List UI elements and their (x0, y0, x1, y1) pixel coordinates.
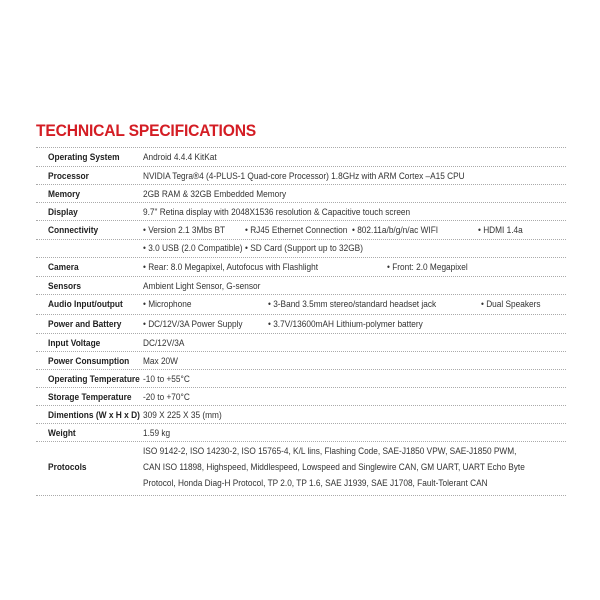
spec-row (36, 333, 566, 351)
spec-value: • Front: 2.0 Megapixel (387, 262, 468, 272)
spec-value: Max 20W (143, 356, 178, 366)
spec-label: Input Voltage (48, 338, 101, 349)
protocols-line: ISO 9142-2, ISO 14230-2, ISO 15765-4, K/L lins, Flashing Code, SAE-J1850 VPW, SAE-J1850 PWM, (143, 446, 517, 456)
spec-value: 2GB RAM & 32GB Embedded Memory (143, 189, 287, 199)
spec-value: • Rear: 8.0 Megapixel, Autofocus with Flashlight (143, 262, 319, 272)
spec-row (36, 441, 566, 496)
spec-value: -20 to +70°C (143, 392, 190, 402)
spec-value: Ambient Light Sensor, G-sensor (143, 281, 261, 291)
spec-row (36, 147, 566, 166)
spec-label: Protocols (48, 462, 87, 473)
spec-table (36, 147, 566, 496)
spec-row (36, 294, 566, 314)
spec-value: • Microphone (143, 299, 192, 309)
spec-value: • HDMI 1.4a (478, 225, 523, 235)
spec-label: Display (48, 207, 78, 218)
protocols-line: Protocol, Honda Diag-H Protocol, TP 2.0, TP 1.6, SAE J1939, SAE J1708, Fault-Tolerant CAN (143, 478, 488, 488)
spec-value: • SD Card (Support up to 32GB) (245, 243, 363, 253)
spec-value: • 3-Band 3.5mm stereo/standard headset jack (268, 299, 437, 309)
spec-row (36, 276, 566, 294)
spec-value: • Dual Speakers (481, 299, 541, 309)
spec-value: • Version 2.1 3Mbs BT (143, 225, 226, 235)
spec-row (36, 405, 566, 423)
spec-value: DC/12V/3A (143, 338, 185, 348)
protocols-line: CAN ISO 11898, Highspeed, Middlespeed, Lowspeed and Singlewire CAN, GM UART, UART Echo Byte (143, 462, 525, 472)
spec-row (36, 220, 566, 257)
spec-row (36, 202, 566, 220)
spec-value: • DC/12V/3A Power Supply (143, 319, 243, 329)
spec-label: Operating System (48, 152, 120, 163)
spec-label: Power Consumption (48, 356, 130, 367)
page-title: TECHNICAL SPECIFICATIONS (36, 121, 257, 140)
spec-label: Connectivity (48, 225, 99, 236)
spec-label: Storage Temperature (48, 392, 132, 403)
spec-label: Dimentions (W x H x D) (48, 410, 140, 421)
spec-value: • 3.7V/13600mAH Lithium-polymer battery (268, 319, 423, 329)
spec-row (36, 387, 566, 405)
spec-label: Processor (48, 171, 89, 182)
spec-row (36, 351, 566, 369)
row-divider (36, 239, 566, 240)
spec-value: Android 4.4.4 KitKat (143, 152, 217, 162)
spec-value: NVIDIA Tegra®4 (4-PLUS-1 Quad-core Processor) 1.8GHz with ARM Cortex –A15 CPU (143, 171, 465, 181)
spec-value: 309 X 225 X 35 (mm) (143, 410, 222, 420)
spec-label: Weight (48, 428, 76, 439)
spec-row (36, 257, 566, 276)
spec-value: 9.7" Retina display with 2048X1536 resolution & Capacitive touch screen (143, 207, 411, 217)
spec-row (36, 369, 566, 387)
spec-label: Operating Temperature (48, 374, 140, 385)
spec-value: • RJ45 Ethernet Connection (245, 225, 348, 235)
spec-row (36, 166, 566, 184)
spec-row (36, 184, 566, 202)
spec-label: Sensors (48, 281, 81, 292)
spec-label: Power and Battery (48, 319, 122, 330)
spec-value: • 3.0 USB (2.0 Compatible) (143, 243, 243, 253)
spec-value: -10 to +55°C (143, 374, 190, 384)
spec-label: Camera (48, 262, 79, 273)
spec-value: 1.59 kg (143, 428, 171, 438)
spec-row (36, 314, 566, 333)
spec-row (36, 423, 566, 441)
spec-label: Memory (48, 189, 81, 200)
spec-value: • 802.11a/b/g/n/ac WIFI (352, 225, 439, 235)
spec-label: Audio Input/output (48, 299, 123, 310)
